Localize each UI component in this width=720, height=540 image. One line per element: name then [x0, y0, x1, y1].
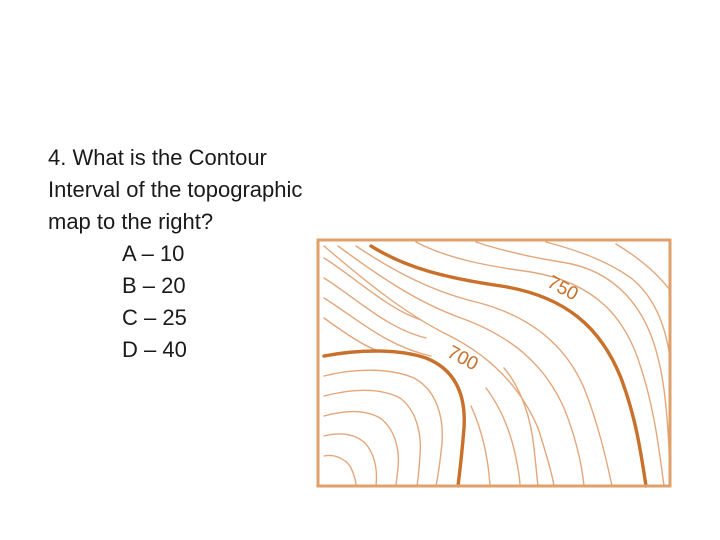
question-line-1: 4. What is the Contour: [48, 145, 267, 170]
contour-line: [616, 244, 670, 290]
contour-line: [324, 390, 420, 486]
contour-line: [471, 406, 490, 486]
option-a: A – 10: [122, 241, 185, 266]
contour-line: [324, 318, 376, 350]
contour-line: [504, 368, 538, 486]
contour-line: [324, 455, 356, 486]
contour-line: [324, 434, 377, 486]
question-line-3: map to the right?: [48, 209, 214, 234]
contour-line: [324, 370, 442, 486]
contour-line: [324, 412, 398, 486]
contour-line: [324, 298, 431, 356]
contour-label-700: 700: [443, 341, 482, 376]
contour-label-750: 750: [543, 271, 582, 306]
option-c: C – 25: [122, 305, 187, 330]
index-contour-line: [371, 246, 646, 486]
topographic-map: [316, 238, 672, 488]
option-d: D – 40: [122, 337, 187, 362]
option-b: B – 20: [122, 273, 186, 298]
contour-line: [476, 242, 670, 478]
question-line-2: Interval of the topographic: [48, 177, 303, 202]
map-border: [318, 240, 670, 486]
contour-line: [486, 388, 520, 486]
